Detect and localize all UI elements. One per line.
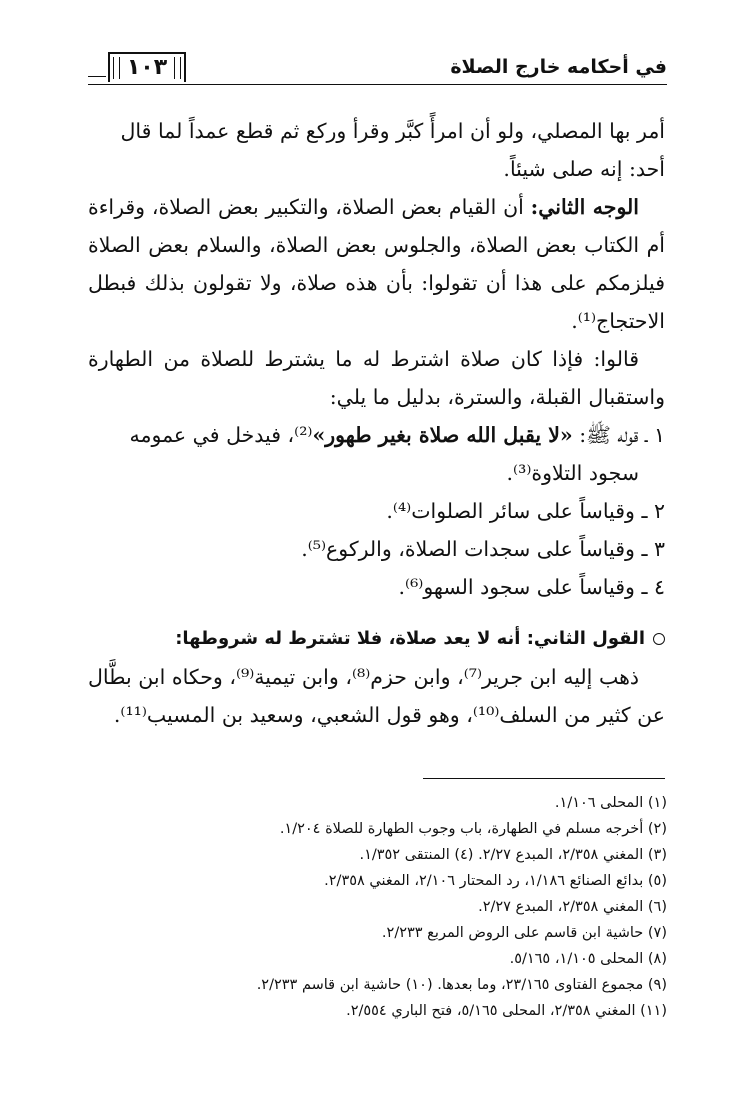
list-item-1-continuation: سجود التلاوة⁽³⁾. [506,461,639,485]
list-item-4: ٤ ـ وقياساً على سجود السهو⁽⁶⁾. [398,575,665,599]
list-item-2: ٢ ـ وقياساً على سائر الصلوات⁽⁴⁾. [386,499,665,523]
list-item-1 [88,416,665,454]
section-spacer [88,606,665,620]
footnote-2: (٢) أخرجه مسلم في الطهارة، باب وجوب الطهارة للصلاة ١/٢٠٤. [279,821,667,837]
header-rule [88,84,667,85]
footnote-11: (١١) المغني ٢/٣٥٨، المحلى ٥/١٦٥، فتح الباري ٢/٥٥٤. [346,1003,667,1019]
footnote-7: (٧) حاشية ابن قاسم على الروض المربع ٢/٢٣٣. [381,925,667,941]
hadith-quote: «لا يقبل الله صلاة بغير طهور» [312,423,573,447]
circle-bullet-icon [653,633,665,645]
list-item-1-prefix: ١ ـ قوله ﷺ: [572,423,665,447]
header-dash [88,76,106,77]
paragraph-1-line-2: أحد: إنه صلى شيئاً. [503,157,665,181]
page-body [88,112,665,734]
footnote-8: (٨) المحلى ١/١٠٥، ٥/١٦٥. [509,951,667,967]
list-item-1-suffix: ⁽²⁾، فيدخل في عمومه [129,423,313,447]
paragraph-2-label: الوجه الثاني: [530,195,639,219]
paragraph-3: قالوا: فإذا كان صلاة اشترط له ما يشترط للصلاة من الطهارة واستقبال القبلة، والسترة، بدليل ما يلي: [88,347,665,409]
page-number: ١٠٣ [126,55,168,80]
paragraph-2-text: أن القيام بعض الصلاة، والتكبير بعض الصلاة، وقراءة أم الكتاب بعض الصلاة، والجلوس بعض الصلاة، والسلام بعض الصلاة فيلزمكم على هذا أن تقولوا: بأن هذه صلاة، ولا تقولون بذلك فبطل الاحتجاج⁽¹⁾. [88,195,665,333]
footnote-6: (٦) المغني ٢/٣٥٨، المبدع ٢/٢٧. [478,899,667,915]
section-heading [88,620,665,658]
paragraph-1 [88,112,665,188]
page-number-frame [108,52,186,82]
list-item-3: ٣ ـ وقياساً على سجدات الصلاة، والركوع⁽⁵⁾. [301,537,665,561]
footnote-5: (٥) بدائع الصنائع ١/١٨٦، رد المحتار ٢/١٠٦، المغني ٢/٣٥٨. [324,873,667,889]
footnote-separator [423,778,665,779]
paragraph-1-line-1: أمر بها المصلي، ولو أن امرأً كبَّر وقرأ وركع ثم قطع عمداً لما قال [120,119,665,143]
paragraph-4: ذهب إليه ابن جرير⁽⁷⁾، وابن حزم⁽⁸⁾، وابن تيمية⁽⁹⁾، وحكاه ابن بطَّال عن كثير من السلف⁽¹⁰⁾، وهو قول الشعبي، وسعيد بن المسيب⁽¹¹⁾. [88,665,665,727]
section-heading-text: القول الثاني: أنه لا يعد صلاة، فلا تشترط له شروطها: [175,628,645,649]
running-header [88,52,667,86]
footnote-1: (١) المحلى ١/١٠٦. [554,795,667,811]
footnote-3-4: (٣) المغني ٢/٣٥٨، المبدع ٢/٢٧. (٤) المنتقى ١/٣٥٢. [359,847,667,863]
paragraph-2 [88,188,665,340]
header-title: في أحكامه خارج الصلاة [450,56,667,78]
footnote-9-10: (٩) مجموع الفتاوى ٢٣/١٦٥، وما بعدها. (١٠) حاشية ابن قاسم ٢/٢٣٣. [256,977,667,993]
footnotes [88,790,667,1024]
